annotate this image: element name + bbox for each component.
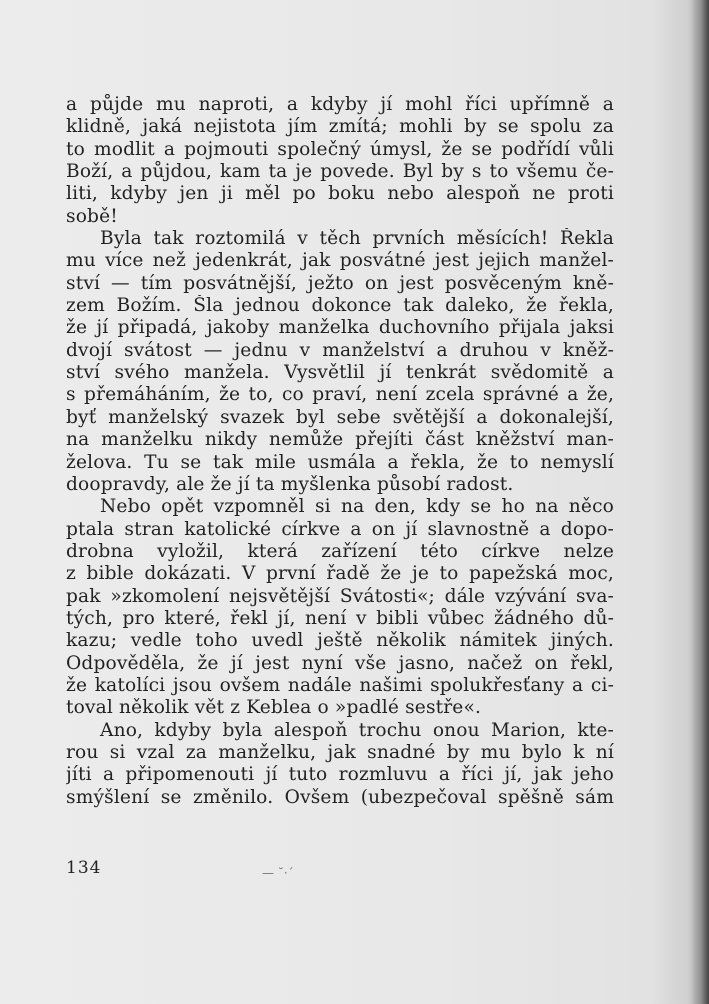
text-line: s přemáháním, že to, co praví, není zcela správné a že, [66, 384, 614, 406]
text-line: Odpověděla, že jí jest nyní vše jasno, načež on řekl, [66, 652, 614, 674]
text-line: pak »zkomolení nejsvětější Svátosti«; dále vzývání sva- [66, 585, 614, 607]
text-line: mu více než jedenkrát, jak posvátné jest jejich manžel- [66, 250, 614, 272]
text-line: ství svého manžela. Vysvětlil jí tenkrát svědomitě a [66, 362, 614, 384]
text-line: že jí připadá, jakoby manželka duchovního přijala jaksi [66, 317, 614, 339]
text-line-paragraph-start: Nebo opět vzpomněl si na den, kdy se ho na něco [100, 496, 614, 518]
text-line-paragraph-start: Byla tak roztomilá v těch prvních měsících! Řekla [100, 228, 614, 250]
text-line: tých, pro které, řekl jí, není v bibli vůbec žádného dů- [66, 607, 614, 629]
text-line: dvojí svátost — jednu v manželství a druhou v kněž- [66, 339, 614, 361]
text-line: smýšlení se změnilo. Ovšem (ubezpečoval spěšně sám [66, 786, 614, 808]
text-line: zem Božím. Šla jednou dokonce tak daleko, že řekla, [66, 295, 614, 317]
text-line: ptala stran katolické církve a on jí slavnostně a dopo- [66, 518, 614, 540]
print-smudge: — ˘·´ [262, 866, 294, 880]
text-line: toval několik vět z Keblea o »padlé sestře«. [66, 697, 482, 719]
text-line: liti, kdyby jen ji měl po boku nebo alespoň ne proti [66, 183, 614, 205]
text-line: jíti a připomenouti jí tuto rozmluvu a říci jí, jak jeho [66, 764, 614, 786]
page-number: 134 [66, 858, 102, 878]
text-line: to modlit a pojmouti společný úmysl, že se podřídí vůli [66, 138, 614, 160]
text-line: z bible dokázati. V první řadě že je to papežská moc, [66, 563, 614, 585]
text-line: sobě! [66, 205, 118, 227]
page-gutter-shadow [691, 0, 709, 1004]
text-line: drobna vyložil, která zařízení této církve nelze [66, 540, 614, 562]
text-line: Boží, a půjdou, kam ta je povede. Byl by s to všemu če- [66, 161, 614, 183]
text-line: byť manželský svazek byl sebe světější a dokonalejší, [66, 406, 614, 428]
text-line-paragraph-start: Ano, kdyby byla alespoň trochu onou Marion, kte- [100, 719, 614, 741]
text-line: ství — tím posvátnější, ježto on jest posvěceným kně- [66, 272, 614, 294]
text-line: želova. Tu se tak mile usmála a řekla, že to nemyslí [66, 451, 614, 473]
body-text [66, 94, 614, 809]
text-line: že katolíci jsou ovšem nadále našimi spolukřesťany a ci- [66, 674, 614, 696]
text-line: a půjde mu naproti, a kdyby jí mohl říci upřímně a [66, 94, 614, 115]
text-line: klidně, jaká nejistota jím zmítá; mohli by se spolu za [66, 116, 614, 138]
text-line: doopravdy, ale že jí ta myšlenka působí radost. [66, 473, 514, 495]
text-line: kazu; vedle toho uvedl ještě několik námitek jiných. [66, 630, 614, 652]
text-line: rou si vzal za manželku, jak snadné by mu bylo k ní [66, 741, 614, 763]
text-line: na manželku nikdy nemůže přejíti část kněžství man- [66, 429, 614, 451]
